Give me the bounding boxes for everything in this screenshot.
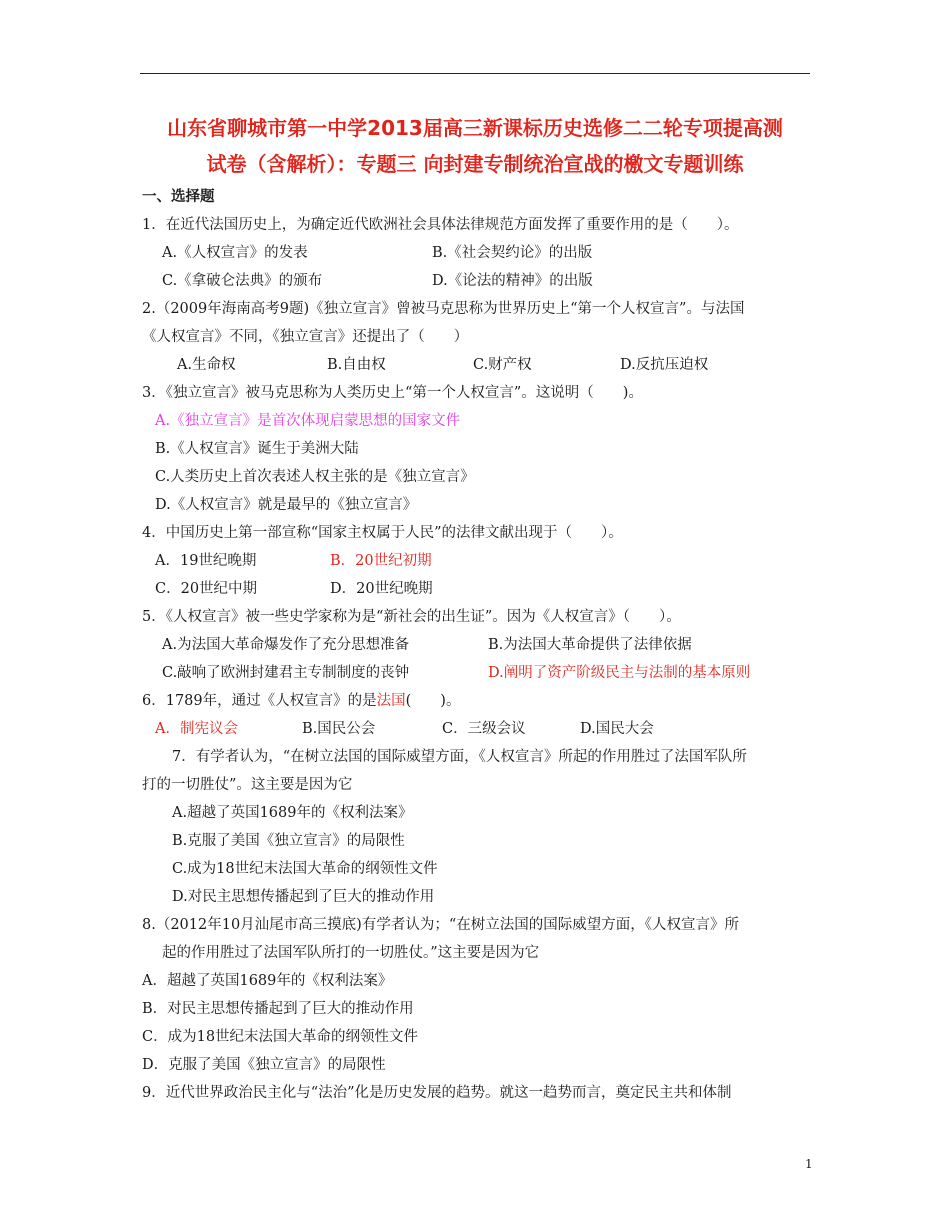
q6-stem-pre: 6．1789年，通过《人权宣言》的是 <box>142 693 377 709</box>
q6-option-d: D.国民大会 <box>580 721 654 737</box>
q6-option-c: C．三级会议 <box>442 721 526 737</box>
q4-option-d: D．20世纪晚期 <box>330 581 433 597</box>
q7-stem-line-1: 7．有学者认为，“在树立法国的国际威望方面，《人权宣言》所起的作用胜过了法国军队所 <box>172 749 747 765</box>
q2-stem-line-2: 《人权宣言》不同，《独立宣言》还提出了（ ） <box>142 329 469 345</box>
q7-option-c: C.成为18世纪末法国大革命的纲领性文件 <box>172 861 438 877</box>
q8-option-a: A．超越了英国1689年的《权利法案》 <box>142 973 393 989</box>
q3-option-b: B.《人权宣言》诞生于美洲大陆 <box>155 441 359 457</box>
page-number: 1 <box>805 1157 813 1171</box>
header-rule <box>140 73 810 74</box>
q5-option-b: B.为法国大革命提供了法律依据 <box>488 637 692 653</box>
q5-stem: 5．《人权宣言》被一些史学家称为是“新社会的出生证”。因为《人权宣言》（ ）。 <box>142 609 681 625</box>
q6-stem-post: ( )。 <box>405 693 461 709</box>
q8-option-c: C．成为18世纪末法国大革命的纲领性文件 <box>142 1029 419 1045</box>
q1-option-c: C.《拿破仑法典》的颁布 <box>162 273 323 289</box>
q4-option-b-answer: B．20世纪初期 <box>330 553 432 569</box>
q6-option-b: B.国民公会 <box>302 721 376 737</box>
q1-option-a: A.《人权宣言》的发表 <box>162 245 308 261</box>
q7-option-b: B.克服了美国《独立宣言》的局限性 <box>172 833 405 849</box>
q6-stem <box>142 691 460 711</box>
q2-stem-line-1: 2.（2009年海南高考9题)《独立宣言》曾被马克思称为世界历史上“第一个人权宣言”。与法国 <box>142 301 745 317</box>
q5-option-a: A.为法国大革命爆发作了充分思想准备 <box>162 637 410 653</box>
q8-stem-line-2: 起的作用胜过了法国军队所打的一切胜仗。”这主要是因为它 <box>162 945 540 961</box>
q8-option-d: D．克服了美国《独立宣言》的局限性 <box>142 1057 386 1073</box>
q3-option-a-answer: A.《独立宣言》是首次体现启蒙思想的国家文件 <box>155 413 461 429</box>
q4-option-c: C．20世纪中期 <box>155 581 258 597</box>
section-heading: 一、选择题 <box>142 189 215 205</box>
q7-option-a: A.超越了英国1689年的《权利法案》 <box>172 805 413 821</box>
q3-option-c: C.人类历史上首次表述人权主张的是《独立宣言》 <box>155 469 475 485</box>
q2-option-a: A.生命权 <box>177 357 236 373</box>
q6-option-a-answer: A．制宪议会 <box>155 721 238 737</box>
q5-option-d-answer: D.阐明了资产阶级民主与法制的基本原则 <box>488 665 751 681</box>
q3-option-d: D.《人权宣言》就是最早的《独立宣言》 <box>155 497 418 513</box>
q5-option-c: C.敲响了欧洲封建君主专制制度的丧钟 <box>162 665 410 681</box>
q8-option-b: B．对民主思想传播起到了巨大的推动作用 <box>142 1001 414 1017</box>
q8-stem-line-1: 8.（2012年10月汕尾市高三摸底)有学者认为；“在树立法国的国际威望方面，《人权宣言》所 <box>142 917 740 933</box>
q2-option-c: C.财产权 <box>473 357 532 373</box>
q7-stem-line-2: 打的一切胜仗”。这主要是因为它 <box>142 777 353 793</box>
document-title-line-1: 山东省聊城市第一中学2013届高三新课标历史选修二二轮专项提高测 <box>167 116 783 140</box>
q7-option-d: D.对民主思想传播起到了巨大的推动作用 <box>172 889 435 905</box>
q4-stem: 4．中国历史上第一部宣称“国家主权属于人民”的法律文献出现于（ ）。 <box>142 525 623 541</box>
q2-option-d: D.反抗压迫权 <box>620 357 709 373</box>
q1-option-b: B.《社会契约论》的出版 <box>432 245 593 261</box>
q3-stem: 3．《独立宣言》被马克思称为人类历史上“第一个人权宣言”。这说明（ )。 <box>142 385 643 401</box>
document-title-line-2: 试卷（含解析）：专题三 向封建专制统治宣战的檄文专题训练 <box>206 152 744 176</box>
q1-option-d: D.《论法的精神》的出版 <box>432 273 593 289</box>
q2-option-b: B.自由权 <box>327 357 386 373</box>
q9-stem-line-1: 9．近代世界政治民主化与“法治”化是历史发展的趋势。就这一趋势而言，奠定民主共和体制 <box>142 1085 732 1101</box>
q1-stem: 1．在近代法国历史上，为确定近代欧洲社会具体法律规范方面发挥了重要作用的是（ ）。 <box>142 217 739 233</box>
q6-stem-highlight: 法国 <box>376 693 406 709</box>
q4-option-a: A．19世纪晚期 <box>155 553 257 569</box>
